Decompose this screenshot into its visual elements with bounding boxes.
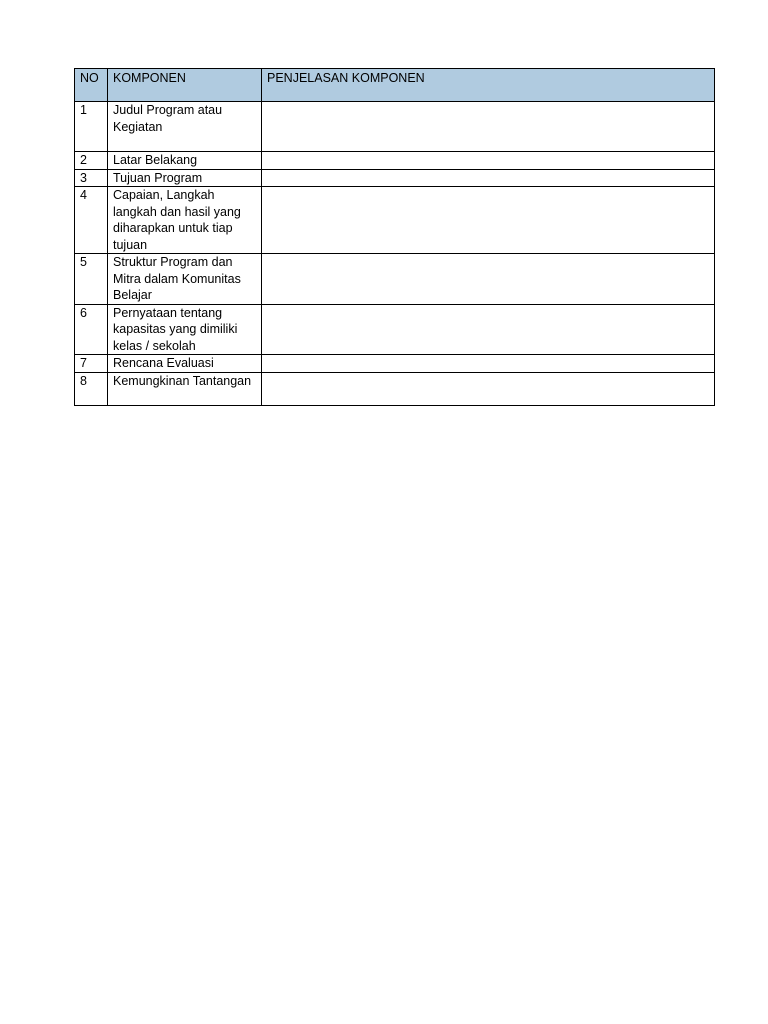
row-penjelasan[interactable]: [262, 304, 715, 355]
table-row: [75, 254, 715, 305]
header-no: NO: [75, 69, 108, 102]
row-number: 8: [75, 372, 108, 405]
row-penjelasan[interactable]: [262, 102, 715, 152]
table-row: [75, 304, 715, 355]
table-row: [75, 187, 715, 254]
table-row: [75, 169, 715, 187]
row-penjelasan[interactable]: [262, 152, 715, 170]
row-komponen: Judul Program atau Kegiatan: [108, 102, 262, 152]
header-penjelasan: PENJELASAN KOMPONEN: [262, 69, 715, 102]
table-row: [75, 102, 715, 152]
row-penjelasan[interactable]: [262, 372, 715, 405]
row-penjelasan[interactable]: [262, 254, 715, 305]
row-penjelasan[interactable]: [262, 187, 715, 254]
table-row: [75, 152, 715, 170]
row-komponen: Tujuan Program: [108, 169, 262, 187]
row-penjelasan[interactable]: [262, 355, 715, 373]
table-row: [75, 372, 715, 405]
row-number: 4: [75, 187, 108, 254]
row-number: 7: [75, 355, 108, 373]
row-number: 6: [75, 304, 108, 355]
row-komponen: Struktur Program dan Mitra dalam Komunitas Belajar: [108, 254, 262, 305]
komponen-table: [74, 68, 715, 406]
row-number: 1: [75, 102, 108, 152]
row-komponen: Latar Belakang: [108, 152, 262, 170]
row-number: 3: [75, 169, 108, 187]
row-komponen: Kemungkinan Tantangan: [108, 372, 262, 405]
row-komponen: Capaian, Langkah langkah dan hasil yang diharapkan untuk tiap tujuan: [108, 187, 262, 254]
header-komponen: KOMPONEN: [108, 69, 262, 102]
row-komponen: Pernyataan tentang kapasitas yang dimiliki kelas / sekolah: [108, 304, 262, 355]
row-penjelasan[interactable]: [262, 169, 715, 187]
row-number: 5: [75, 254, 108, 305]
row-komponen: Rencana Evaluasi: [108, 355, 262, 373]
table-row: [75, 355, 715, 373]
table-header-row: [75, 69, 715, 102]
row-number: 2: [75, 152, 108, 170]
